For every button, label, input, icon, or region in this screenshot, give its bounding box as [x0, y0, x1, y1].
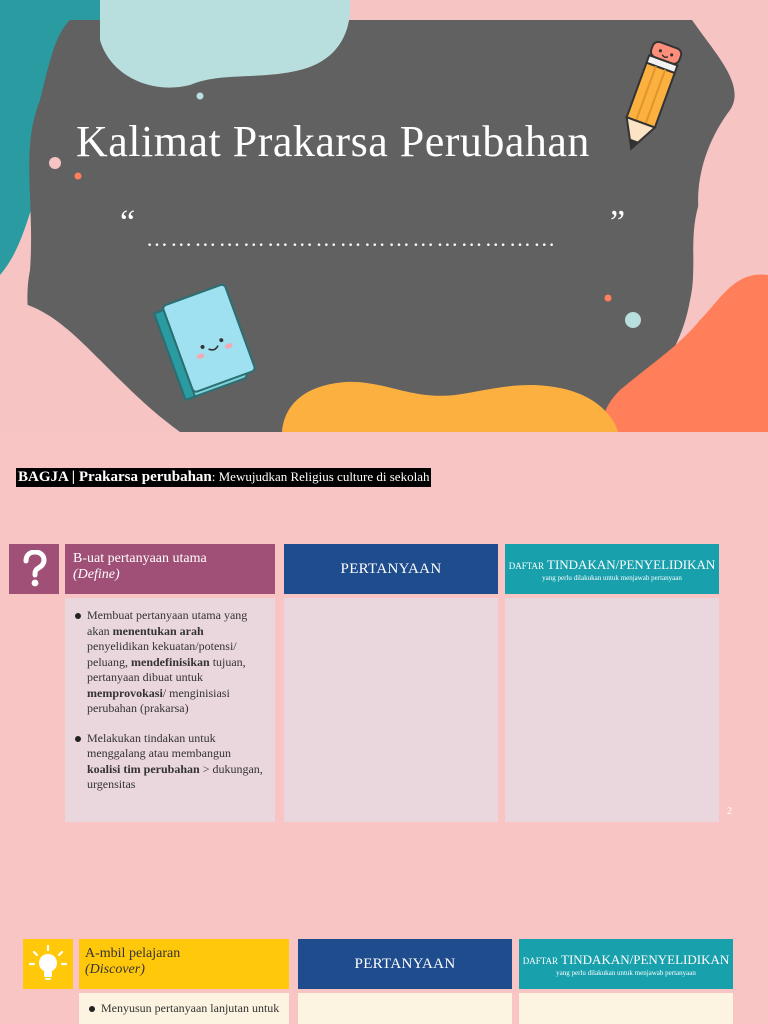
- bullet-text: penyelidikan kekuatan/potensi/ peluang,: [87, 639, 237, 669]
- quote-close-mark: ”: [610, 204, 626, 241]
- step-description-cell: [65, 598, 275, 822]
- question-mark-icon: [19, 550, 49, 588]
- action-list-cell[interactable]: [519, 993, 733, 1024]
- slide-heading-bold: BAGJA | Prakarsa perubahan: [18, 469, 212, 485]
- bullet-text: Melakukan tindakan untuk menggalang atau membangun: [87, 730, 231, 760]
- bullet-item: [87, 731, 265, 793]
- bullet-text: Membuat pertanyaan utama yang akan: [87, 608, 248, 638]
- action-list-title-big: TINDAKAN/PENYELIDIKAN: [561, 951, 730, 967]
- action-list-header: [505, 544, 719, 594]
- quote-open-mark: “: [120, 204, 136, 241]
- step-title: B-uat pertanyaan utama: [73, 551, 207, 566]
- action-list-cell[interactable]: [505, 598, 719, 822]
- placeholder-dots: ……………………………………………: [146, 226, 558, 251]
- bullet-text: tujuan, pertanyaan dibuat untuk: [87, 654, 246, 684]
- bullet-emphasis: menentukan arah: [112, 623, 204, 638]
- step-title: A-mbil pelajaran: [85, 946, 181, 961]
- page-number: 2: [727, 806, 732, 817]
- bullet-item: [87, 608, 265, 717]
- bullet-item: [101, 1001, 281, 1017]
- step-bullet-list: [79, 1001, 281, 1017]
- bullet-emphasis: mendefinisikan: [131, 654, 210, 669]
- action-list-title-small: DAFTAR: [508, 560, 544, 571]
- question-answer-cell[interactable]: [298, 993, 512, 1024]
- bullet-text: / menginisiasi perubahan (prakarsa): [87, 685, 230, 715]
- step-subtitle: (Discover): [85, 962, 145, 977]
- step-icon-box-define: [9, 544, 59, 594]
- step-description-cell: [79, 993, 289, 1024]
- book-icon: [150, 280, 260, 410]
- action-list-title: [523, 952, 730, 968]
- question-answer-cell[interactable]: [284, 598, 498, 822]
- action-list-subtitle: yang perlu dilakukan untuk menjawab pertanyaan: [556, 968, 696, 977]
- step-header-discover: [79, 939, 289, 989]
- bullet-emphasis: koalisi tim perubahan: [87, 761, 200, 776]
- step-header-define: [65, 544, 275, 594]
- action-list-title-big: TINDAKAN/PENYELIDIKAN: [547, 556, 716, 572]
- question-header: PERTANYAAN: [284, 544, 498, 594]
- action-list-title-small: DAFTAR: [522, 955, 558, 966]
- cover-slide: [0, 0, 768, 432]
- bullet-emphasis: memprovokasi: [87, 685, 163, 700]
- slide-heading-rest: : Mewujudkan Religius culture di sekolah: [211, 469, 430, 484]
- slide-heading: [16, 468, 431, 487]
- action-list-header: [519, 939, 733, 989]
- step-bullet-list: [65, 608, 265, 793]
- step-subtitle: (Define): [73, 567, 120, 582]
- action-list-subtitle: yang perlu dilakukan untuk menjawab pertanyaan: [542, 573, 682, 582]
- lightbulb-icon: [28, 944, 68, 984]
- bullet-text: Menyusun pertanyaan lanjutan untuk: [101, 1001, 280, 1015]
- step-icon-box-discover: [23, 939, 73, 989]
- content-slide: [0, 432, 768, 1024]
- cover-title: Kalimat Prakarsa Perubahan: [76, 117, 590, 166]
- bullet-text: > dukungan, urgensitas: [87, 761, 263, 791]
- action-list-title: [509, 557, 716, 573]
- pencil-icon: [605, 22, 695, 172]
- question-header: PERTANYAAN: [298, 939, 512, 989]
